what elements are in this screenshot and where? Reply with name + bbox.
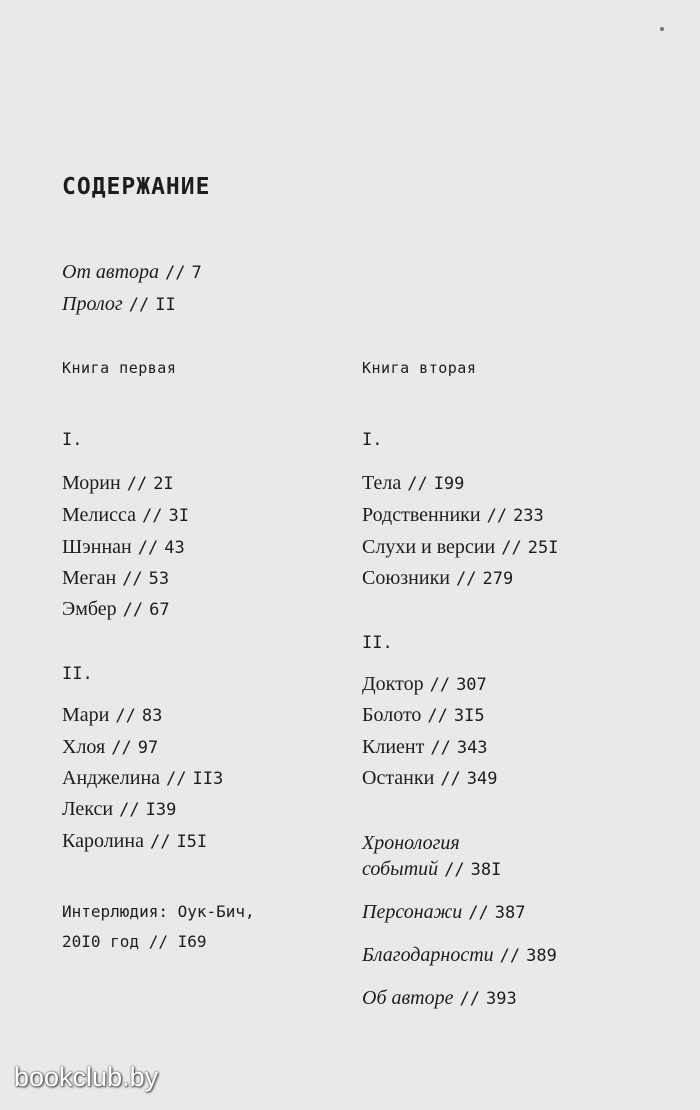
toc-entry: Клиент // 343: [362, 736, 488, 758]
toc-entry: Останки // 349: [362, 767, 498, 789]
part-label: I.: [62, 430, 83, 450]
part-label: II.: [62, 664, 93, 684]
toc-entry: Каролина // I5I: [62, 830, 208, 852]
toc-entry: Пролог // II: [62, 293, 176, 315]
book-one-heading: Книга первая: [62, 359, 177, 377]
toc-entry: событий // 38I: [362, 858, 502, 880]
book-two-heading: Книга вторая: [362, 359, 477, 377]
toc-entry: Родственники // 233: [362, 504, 544, 526]
toc-entry: Меган // 53: [62, 567, 170, 589]
interlude-line: 20I0 год // I69: [62, 932, 207, 951]
toc-entry: Морин // 2I: [62, 472, 174, 494]
part-label: II.: [362, 633, 393, 653]
toc-entry: От автора // 7: [62, 261, 202, 283]
toc-entry: Тела // I99: [362, 472, 465, 494]
interlude-line: Интерлюдия: Оук-Бич,: [62, 902, 255, 921]
speck-mark: [660, 27, 664, 31]
page-title: СОДЕРЖАНИЕ: [62, 174, 211, 200]
toc-entry: Благодарности // 389: [362, 944, 557, 966]
toc-entry: Хлоя // 97: [62, 736, 159, 758]
toc-entry: Шэннан // 43: [62, 536, 185, 558]
part-label: I.: [362, 430, 383, 450]
toc-entry: Анджелина // II3: [62, 767, 224, 789]
interlude-entry: [62, 897, 255, 957]
toc-entry: Хронология: [362, 832, 460, 854]
toc-entry: Об авторе // 393: [362, 987, 517, 1009]
toc-entry: Доктор // 307: [362, 673, 487, 695]
toc-entry: Мари // 83: [62, 704, 163, 726]
toc-entry: Союзники // 279: [362, 567, 514, 589]
toc-entry: Персонажи // 387: [362, 901, 526, 923]
toc-entry: Болото // 3I5: [362, 704, 485, 726]
toc-entry: Лекси // I39: [62, 798, 177, 820]
toc-entry: Мелисса // 3I: [62, 504, 189, 526]
toc-entry: Слухи и версии // 25I: [362, 536, 559, 558]
watermark: bookclub.by: [14, 1062, 159, 1092]
toc-entry: Эмбер // 67: [62, 598, 170, 620]
